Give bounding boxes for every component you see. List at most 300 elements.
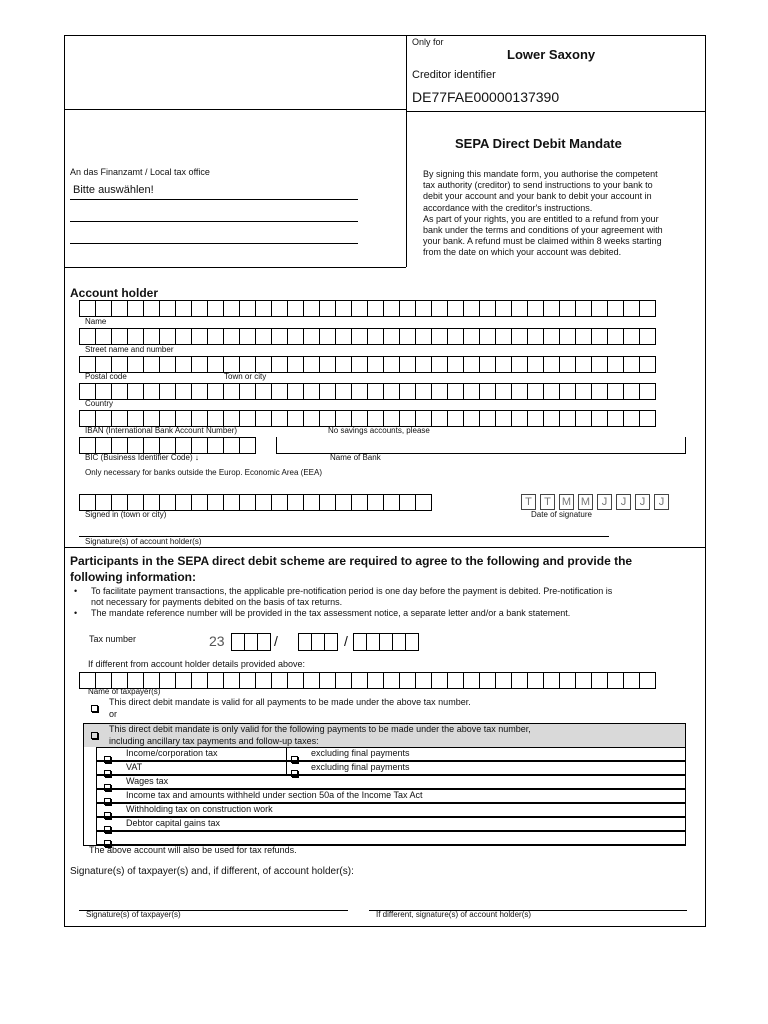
input-cell[interactable]: [303, 328, 320, 345]
checkbox-icon: [91, 705, 98, 712]
input-cell[interactable]: [111, 356, 128, 373]
input-cell[interactable]: [367, 672, 384, 689]
checkbox-icon: [104, 756, 111, 763]
input-cell[interactable]: [607, 328, 624, 345]
input-cell[interactable]: [239, 356, 256, 373]
input-cell[interactable]: [575, 300, 592, 317]
input-cell[interactable]: [559, 410, 576, 427]
input-cell[interactable]: [335, 410, 352, 427]
date-cell: J: [654, 494, 669, 510]
input-cell[interactable]: [463, 383, 480, 400]
input-cell[interactable]: [239, 383, 256, 400]
input-cell[interactable]: [239, 328, 256, 345]
input-cell[interactable]: [383, 300, 400, 317]
input-cell[interactable]: [223, 672, 240, 689]
input-cell[interactable]: [335, 300, 352, 317]
input-cell[interactable]: [415, 383, 432, 400]
input-cell[interactable]: [191, 494, 208, 511]
input-cell[interactable]: [575, 410, 592, 427]
input-cell[interactable]: [463, 410, 480, 427]
input-cell[interactable]: [495, 383, 512, 400]
input-cell[interactable]: [303, 300, 320, 317]
input-cell[interactable]: [175, 672, 192, 689]
bank-name-input[interactable]: [276, 437, 686, 454]
input-cell[interactable]: [607, 672, 624, 689]
input-cell[interactable]: [111, 383, 128, 400]
input-cell[interactable]: [271, 300, 288, 317]
input-cell[interactable]: [175, 494, 192, 511]
input-cell[interactable]: [527, 328, 544, 345]
input-cell[interactable]: [607, 300, 624, 317]
input-cell[interactable]: [127, 383, 144, 400]
input-cell[interactable]: [495, 300, 512, 317]
input-cell[interactable]: [207, 672, 224, 689]
input-cell[interactable]: [527, 356, 544, 373]
tax-number-cell[interactable]: [324, 633, 338, 651]
input-cell[interactable]: [271, 410, 288, 427]
input-cell[interactable]: [479, 672, 496, 689]
input-cell[interactable]: [79, 410, 96, 427]
input-cell[interactable]: [335, 356, 352, 373]
input-cell[interactable]: [319, 383, 336, 400]
input-cell[interactable]: [255, 328, 272, 345]
input-cell[interactable]: [463, 672, 480, 689]
input-cell[interactable]: [239, 300, 256, 317]
input-cell[interactable]: [431, 410, 448, 427]
tax-office-select[interactable]: Bitte auswählen!: [73, 184, 154, 196]
input-cell[interactable]: [591, 328, 608, 345]
state-name: Lower Saxony: [507, 47, 596, 62]
input-cell[interactable]: [383, 328, 400, 345]
construction-tax-label: Withholding tax on construction work: [126, 804, 273, 814]
creditor-identifier-label: Creditor identifier: [412, 69, 496, 81]
input-cell[interactable]: [143, 437, 160, 454]
input-cell[interactable]: [367, 356, 384, 373]
input-cell[interactable]: [79, 300, 96, 317]
taxpayer-name-input[interactable]: [79, 672, 655, 689]
input-cell[interactable]: [575, 328, 592, 345]
input-cell[interactable]: [239, 410, 256, 427]
input-cell[interactable]: [303, 356, 320, 373]
input-cell[interactable]: [447, 300, 464, 317]
input-cell[interactable]: [447, 672, 464, 689]
tax-office-line: [70, 199, 358, 200]
input-cell[interactable]: [479, 410, 496, 427]
input-cell[interactable]: [431, 356, 448, 373]
checkbox-icon: [104, 784, 111, 791]
input-cell[interactable]: [191, 672, 208, 689]
signed-in-label: Signed in (town or city): [85, 510, 167, 519]
holder-signature-label: If different, signature(s) of account holder(s): [376, 910, 532, 919]
input-cell[interactable]: [111, 300, 128, 317]
input-cell[interactable]: [287, 383, 304, 400]
input-cell[interactable]: [223, 437, 240, 454]
input-cell[interactable]: [559, 300, 576, 317]
input-cell[interactable]: [479, 300, 496, 317]
input-cell[interactable]: [623, 328, 640, 345]
input-cell[interactable]: [207, 356, 224, 373]
input-cell[interactable]: [623, 672, 640, 689]
input-cell[interactable]: [399, 672, 416, 689]
input-cell[interactable]: [351, 328, 368, 345]
input-cell[interactable]: [495, 672, 512, 689]
input-cell[interactable]: [207, 328, 224, 345]
input-cell[interactable]: [191, 437, 208, 454]
input-cell[interactable]: [223, 328, 240, 345]
tax-number-cell[interactable]: [379, 633, 393, 651]
input-cell[interactable]: [191, 383, 208, 400]
tax-number-cell[interactable]: [353, 633, 367, 651]
input-cell[interactable]: [623, 410, 640, 427]
input-cell[interactable]: [559, 672, 576, 689]
input-cell[interactable]: [623, 300, 640, 317]
input-cell[interactable]: [159, 383, 176, 400]
input-cell[interactable]: [543, 328, 560, 345]
input-cell[interactable]: [207, 437, 224, 454]
input-cell[interactable]: [447, 328, 464, 345]
input-cell[interactable]: [591, 410, 608, 427]
input-cell[interactable]: [175, 300, 192, 317]
input-cell[interactable]: [287, 356, 304, 373]
input-cell[interactable]: [223, 356, 240, 373]
input-cell[interactable]: [367, 494, 384, 511]
input-cell[interactable]: [319, 300, 336, 317]
input-cell[interactable]: [255, 672, 272, 689]
excluding-final-checkbox-2[interactable]: [291, 764, 298, 782]
input-cell[interactable]: [127, 356, 144, 373]
input-cell[interactable]: [447, 383, 464, 400]
input-cell[interactable]: [495, 356, 512, 373]
input-cell[interactable]: [319, 494, 336, 511]
input-cell[interactable]: [351, 410, 368, 427]
input-cell[interactable]: [447, 410, 464, 427]
participants-heading-2: following information:: [70, 570, 196, 584]
input-cell[interactable]: [511, 383, 528, 400]
tax-number-cell[interactable]: [366, 633, 380, 651]
input-cell[interactable]: [383, 494, 400, 511]
input-cell[interactable]: [111, 410, 128, 427]
bullet-glyph: •: [74, 608, 78, 618]
input-cell[interactable]: [639, 328, 656, 345]
input-cell[interactable]: [511, 672, 528, 689]
input-cell[interactable]: [287, 328, 304, 345]
input-cell[interactable]: [303, 410, 320, 427]
checkbox-icon: [104, 812, 111, 819]
input-cell[interactable]: [575, 356, 592, 373]
tax-office-line: [70, 243, 358, 244]
input-cell[interactable]: [223, 383, 240, 400]
input-cell[interactable]: [399, 328, 416, 345]
input-cell[interactable]: [191, 356, 208, 373]
input-cell[interactable]: [95, 328, 112, 345]
input-cell[interactable]: [79, 494, 96, 511]
tax-office-bottom-line: [64, 267, 406, 268]
input-cell[interactable]: [255, 300, 272, 317]
input-cell[interactable]: [399, 356, 416, 373]
tax-number-cell[interactable]: [405, 633, 419, 651]
input-cell[interactable]: [271, 356, 288, 373]
input-cell[interactable]: [191, 410, 208, 427]
input-cell[interactable]: [335, 328, 352, 345]
input-cell[interactable]: [495, 410, 512, 427]
checkbox-icon: [104, 798, 111, 805]
input-cell[interactable]: [351, 494, 368, 511]
input-cell[interactable]: [415, 356, 432, 373]
input-cell[interactable]: [175, 356, 192, 373]
prenotification-text-2: not necessary for payments debited on the basis of tax returns.: [91, 597, 343, 607]
input-cell[interactable]: [415, 494, 432, 511]
input-cell[interactable]: [319, 410, 336, 427]
input-cell[interactable]: [559, 356, 576, 373]
tax-number-cell[interactable]: [231, 633, 245, 651]
input-cell[interactable]: [543, 356, 560, 373]
input-cell[interactable]: [287, 300, 304, 317]
signed-in-input[interactable]: [79, 494, 431, 511]
input-cell[interactable]: [639, 356, 656, 373]
input-cell[interactable]: [367, 383, 384, 400]
input-cell[interactable]: [175, 328, 192, 345]
input-cell[interactable]: [383, 383, 400, 400]
input-cell[interactable]: [367, 300, 384, 317]
option-all-checkbox[interactable]: [91, 699, 98, 717]
input-cell[interactable]: [303, 672, 320, 689]
input-cell[interactable]: [351, 356, 368, 373]
input-cell[interactable]: [111, 494, 128, 511]
input-cell[interactable]: [591, 383, 608, 400]
creditor-identifier: DE77FAE00000137390: [412, 89, 560, 105]
input-cell[interactable]: [575, 383, 592, 400]
input-cell[interactable]: [639, 410, 656, 427]
input-cell[interactable]: [511, 300, 528, 317]
input-cell[interactable]: [271, 494, 288, 511]
input-cell[interactable]: [239, 437, 256, 454]
input-cell[interactable]: [399, 410, 416, 427]
input-cell[interactable]: [79, 437, 96, 454]
input-cell[interactable]: [207, 383, 224, 400]
input-cell[interactable]: [255, 494, 272, 511]
input-cell[interactable]: [79, 383, 96, 400]
input-cell[interactable]: [335, 494, 352, 511]
input-cell[interactable]: [127, 494, 144, 511]
input-cell[interactable]: [367, 410, 384, 427]
input-cell[interactable]: [399, 383, 416, 400]
input-cell[interactable]: [559, 328, 576, 345]
input-cell[interactable]: [607, 356, 624, 373]
input-cell[interactable]: [287, 410, 304, 427]
input-cell[interactable]: [271, 383, 288, 400]
input-cell[interactable]: [143, 356, 160, 373]
tax-number-part1[interactable]: [231, 633, 270, 651]
input-cell[interactable]: [431, 672, 448, 689]
input-cell[interactable]: [639, 672, 656, 689]
date-cell: J: [616, 494, 631, 510]
tax-number-cell[interactable]: [298, 633, 312, 651]
input-cell[interactable]: [591, 356, 608, 373]
date-of-signature-input[interactable]: [521, 494, 673, 510]
bullet-glyph: •: [74, 586, 78, 596]
input-cell[interactable]: [159, 494, 176, 511]
input-cell[interactable]: [431, 383, 448, 400]
input-cell[interactable]: [111, 437, 128, 454]
input-cell[interactable]: [591, 300, 608, 317]
input-cell[interactable]: [383, 410, 400, 427]
input-cell[interactable]: [143, 410, 160, 427]
input-cell[interactable]: [447, 356, 464, 373]
input-cell[interactable]: [223, 494, 240, 511]
tax-number-part2[interactable]: [298, 633, 337, 651]
input-cell[interactable]: [319, 356, 336, 373]
input-cell[interactable]: [511, 328, 528, 345]
input-cell[interactable]: [367, 328, 384, 345]
input-cell[interactable]: [111, 328, 128, 345]
input-cell[interactable]: [127, 410, 144, 427]
input-cell[interactable]: [431, 328, 448, 345]
input-cell[interactable]: [79, 356, 96, 373]
input-cell[interactable]: [95, 437, 112, 454]
mandate-intro: By signing this mandate form, you authorise the competent tax authority (creditor) to send instructions to your bank to debit your account and your bank to debit your account in accordance with the creditor's instructions. As part of your rights, you are entitled to a refund from your bank under the terms and conditions of your agreement with your bank. A refund must be claimed within 8 weeks starting from the date on which your account was debited.: [423, 169, 663, 258]
input-cell[interactable]: [255, 383, 272, 400]
input-cell[interactable]: [527, 383, 544, 400]
input-cell[interactable]: [303, 494, 320, 511]
tax-number-cell[interactable]: [244, 633, 258, 651]
input-cell[interactable]: [463, 328, 480, 345]
input-cell[interactable]: [639, 383, 656, 400]
input-cell[interactable]: [239, 672, 256, 689]
input-cell[interactable]: [143, 494, 160, 511]
date-cell: J: [597, 494, 612, 510]
input-cell[interactable]: [479, 356, 496, 373]
input-cell[interactable]: [143, 383, 160, 400]
input-cell[interactable]: [223, 300, 240, 317]
postal-town-input[interactable]: [79, 356, 655, 373]
input-cell[interactable]: [415, 672, 432, 689]
input-cell[interactable]: [463, 356, 480, 373]
input-cell[interactable]: [191, 300, 208, 317]
country-input[interactable]: [79, 383, 655, 400]
input-cell[interactable]: [383, 356, 400, 373]
input-cell[interactable]: [175, 437, 192, 454]
input-cell[interactable]: [399, 494, 416, 511]
wages-tax-label: Wages tax: [126, 776, 169, 786]
input-cell[interactable]: [159, 300, 176, 317]
tax-number-cell[interactable]: [392, 633, 406, 651]
input-cell[interactable]: [319, 672, 336, 689]
date-cell: J: [635, 494, 650, 510]
street-input[interactable]: [79, 328, 655, 345]
input-cell[interactable]: [511, 356, 528, 373]
input-cell[interactable]: [143, 328, 160, 345]
input-cell[interactable]: [303, 383, 320, 400]
input-cell[interactable]: [575, 672, 592, 689]
input-cell[interactable]: [223, 410, 240, 427]
input-cell[interactable]: [607, 383, 624, 400]
input-cell[interactable]: [127, 300, 144, 317]
input-cell[interactable]: [127, 437, 144, 454]
tax-number-part3[interactable]: [353, 633, 418, 651]
input-cell[interactable]: [607, 410, 624, 427]
input-cell[interactable]: [207, 300, 224, 317]
input-cell[interactable]: [159, 672, 176, 689]
iban-input[interactable]: [79, 410, 655, 427]
input-cell[interactable]: [559, 383, 576, 400]
input-cell[interactable]: [351, 383, 368, 400]
date-cell: T: [521, 494, 536, 510]
input-cell[interactable]: [271, 672, 288, 689]
input-cell[interactable]: [415, 300, 432, 317]
input-cell[interactable]: [415, 328, 432, 345]
input-cell[interactable]: [191, 328, 208, 345]
input-cell[interactable]: [623, 383, 640, 400]
tax-number-cell[interactable]: [311, 633, 325, 651]
option-specific-checkbox[interactable]: [91, 726, 98, 744]
input-cell[interactable]: [271, 328, 288, 345]
input-cell[interactable]: [319, 328, 336, 345]
input-cell[interactable]: [543, 300, 560, 317]
input-cell[interactable]: [527, 300, 544, 317]
input-cell[interactable]: [95, 410, 112, 427]
only-for-label: Only for: [412, 37, 444, 47]
input-cell[interactable]: [255, 356, 272, 373]
input-cell[interactable]: [463, 300, 480, 317]
input-cell[interactable]: [623, 356, 640, 373]
input-cell[interactable]: [479, 383, 496, 400]
input-cell[interactable]: [95, 383, 112, 400]
input-cell[interactable]: [351, 672, 368, 689]
input-cell[interactable]: [95, 494, 112, 511]
input-cell[interactable]: [287, 494, 304, 511]
tax-number-cell[interactable]: [257, 633, 271, 651]
input-cell[interactable]: [159, 328, 176, 345]
input-cell[interactable]: [351, 300, 368, 317]
input-cell[interactable]: [143, 300, 160, 317]
input-cell[interactable]: [335, 383, 352, 400]
input-cell[interactable]: [591, 672, 608, 689]
input-cell[interactable]: [95, 356, 112, 373]
bic-input[interactable]: [79, 437, 255, 454]
input-cell[interactable]: [207, 410, 224, 427]
input-cell[interactable]: [287, 672, 304, 689]
input-cell[interactable]: [543, 410, 560, 427]
input-cell[interactable]: [543, 383, 560, 400]
input-cell[interactable]: [95, 300, 112, 317]
input-cell[interactable]: [543, 672, 560, 689]
input-cell[interactable]: [175, 410, 192, 427]
input-cell[interactable]: [431, 300, 448, 317]
input-cell[interactable]: [239, 494, 256, 511]
input-cell[interactable]: [159, 356, 176, 373]
input-cell[interactable]: [335, 672, 352, 689]
input-cell[interactable]: [255, 410, 272, 427]
input-cell[interactable]: [175, 383, 192, 400]
mandate-title: SEPA Direct Debit Mandate: [455, 136, 622, 151]
input-cell[interactable]: [127, 328, 144, 345]
input-cell[interactable]: [79, 328, 96, 345]
input-cell[interactable]: [159, 410, 176, 427]
input-cell[interactable]: [639, 300, 656, 317]
name-input[interactable]: [79, 300, 655, 317]
input-cell[interactable]: [207, 494, 224, 511]
input-cell[interactable]: [527, 410, 544, 427]
input-cell[interactable]: [479, 328, 496, 345]
input-cell[interactable]: [415, 410, 432, 427]
input-cell[interactable]: [383, 672, 400, 689]
input-cell[interactable]: [511, 410, 528, 427]
input-cell[interactable]: [399, 300, 416, 317]
input-cell[interactable]: [495, 328, 512, 345]
input-cell[interactable]: [527, 672, 544, 689]
prenotification-text: To facilitate payment transactions, the applicable pre-notification period is one day before the payment is debited. Pre-notification is: [91, 586, 613, 596]
input-cell[interactable]: [159, 437, 176, 454]
